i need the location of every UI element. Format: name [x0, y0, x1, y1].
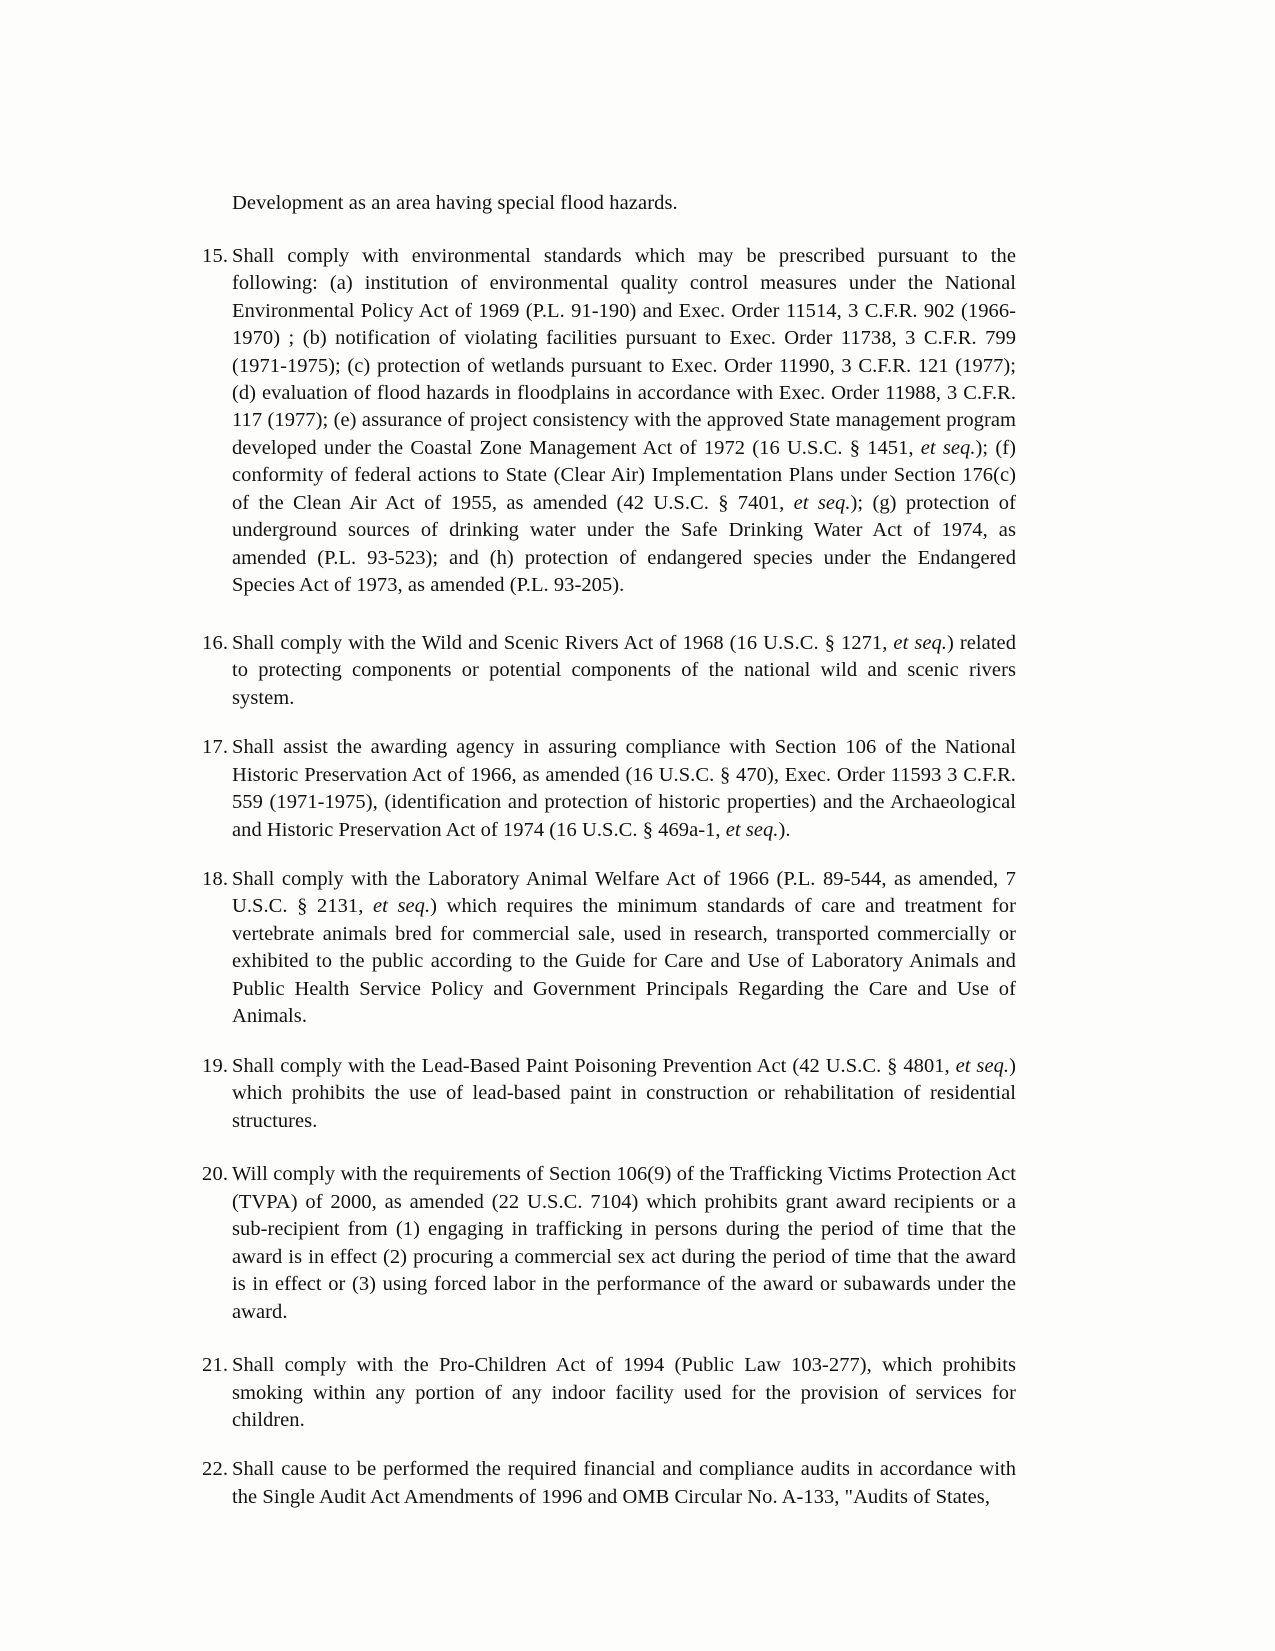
item-text [232, 1053, 1016, 1135]
text-run: ) which prohibits the use of lead-based paint in construction or rehabilitation of residential structures. [232, 1054, 1016, 1132]
item-text [232, 243, 1016, 600]
item-number: 22. [202, 1458, 229, 1481]
item-text [232, 734, 1016, 844]
text-run: Shall comply with the Lead-Based Paint Poisoning Prevention Act (42 U.S.C. § 4801, [232, 1054, 956, 1077]
item-number: 16. [202, 631, 229, 654]
italic-run: et seq. [955, 1054, 1010, 1077]
italic-run: et seq. [893, 631, 947, 654]
text-run: Shall comply with environmental standards which may be prescribed pursuant to the following: (a) institution of environmental quality control measures under the National Environmental Policy Act of 1969 (P.L. 91-190) and Exec. Order 11514, 3 C.F.R. 902 (1966-1970) ; (b) notification of violating facilities pursuant to Exec. Order 11738, 3 C.F.R. 799 (1971-1975); (c) protection of wetlands pursuant to Exec. Order 11990, 3 C.F.R. 121 (1977); (d) evaluation of flood hazards in floodplains in accordance with Exec. Order 11988, 3 C.F.R. 117 (1977); (e) assurance of project consistency with the approved State management program developed under the Coastal Zone Management Act of 1972 (16 U.S.C. § 1451, [232, 244, 1016, 459]
item-text [232, 1352, 1016, 1434]
italic-run: et seq. [373, 895, 431, 918]
item-number: 15. [202, 244, 229, 267]
italic-run: et seq. [920, 436, 976, 459]
item-number: 21. [202, 1354, 229, 1377]
item-number: 18. [202, 868, 229, 891]
item-text [232, 866, 1016, 1031]
text-run: Shall comply with the Wild and Scenic Rivers Act of 1968 (16 U.S.C. § 1271, [232, 631, 894, 654]
italic-run: et seq. [725, 818, 779, 841]
text-run: Shall cause to be performed the required financial and compliance audits in accordance with the Single Audit Act Amendments of 1996 and OMB Circular No. A-133, "Audits of States, [232, 1458, 1016, 1508]
text-run: ) related to protecting components or potential components of the national wild and scenic rivers system. [232, 631, 1016, 709]
page-body [202, 190, 1016, 1533]
item-number: 19. [202, 1054, 229, 1077]
text-run: ); (g) protection of underground sources of drinking water under the Safe Drinking Water Act of 1974, as amended (P.L. 93-523); and (h) protection of endangered species under the Endangered Species Act of 1973, as amended (P.L. 93-205). [232, 491, 1016, 597]
numbered-item [202, 866, 1016, 1031]
text-run: Will comply with the requirements of Section 106(9) of the Trafficking Victims Protection Act (TVPA) of 2000, as amended (22 U.S.C. 7104) which prohibits grant award recipients or a sub-recipient from (1) engaging in trafficking in persons during the period of time that the award is in effect (2) procuring a commercial sex act during the period of time that the award is in effect or (3) using forced labor in the performance of the award or subawards under the award. [232, 1163, 1016, 1323]
numbered-item [202, 1456, 1016, 1511]
text-run: ) which requires the minimum standards of care and treatment for vertebrate animals bred for commercial sale, used in research, transported commercially or exhibited to the public according to the Guide for Care and Use of Laboratory Animals and Public Health Service Policy and Government Principals Regarding the Care and Use of Animals. [232, 895, 1016, 1028]
item-text [232, 1456, 1016, 1511]
item-number: 20. [202, 1163, 229, 1186]
numbered-item [202, 1053, 1016, 1135]
numbered-item [202, 630, 1016, 712]
text-run: Shall comply with the Pro-Children Act of 1994 (Public Law 103-277), which prohibits smoking within any portion of any indoor facility used for the provision of services for children. [232, 1354, 1016, 1431]
numbered-item [202, 734, 1016, 844]
text-run: Shall comply with the Laboratory Animal Welfare Act of 1966 (P.L. 89-544, as amended, 7 U.S.C. § 2131, [232, 868, 1016, 918]
numbered-items-list [202, 243, 1016, 1512]
numbered-item [202, 1352, 1016, 1434]
text-run: ). [778, 818, 791, 841]
item-number: 17. [202, 736, 229, 759]
item-text [232, 630, 1016, 712]
numbered-item [202, 1161, 1016, 1326]
italic-run: et seq. [793, 491, 851, 514]
text-run: ); (f) conformity of federal actions to State (Clear Air) Implementation Plans under Section 176(c) of the Clean Air Act of 1955, as amended (42 U.S.C. § 7401, [232, 436, 1016, 514]
item-text [232, 1161, 1016, 1326]
numbered-item [202, 243, 1016, 600]
text-run: Shall assist the awarding agency in assuring compliance with Section 106 of the National Historic Preservation Act of 1966, as amended (16 U.S.C. § 470), Exec. Order 11593 3 C.F.R. 559 (1971-1975), (identification and protection of historic properties) and the Archaeological and Historic Preservation Act of 1974 (16 U.S.C. § 469a-1, [232, 736, 1016, 841]
continuation-paragraph: Development as an area having special flood hazards. [232, 192, 678, 214]
